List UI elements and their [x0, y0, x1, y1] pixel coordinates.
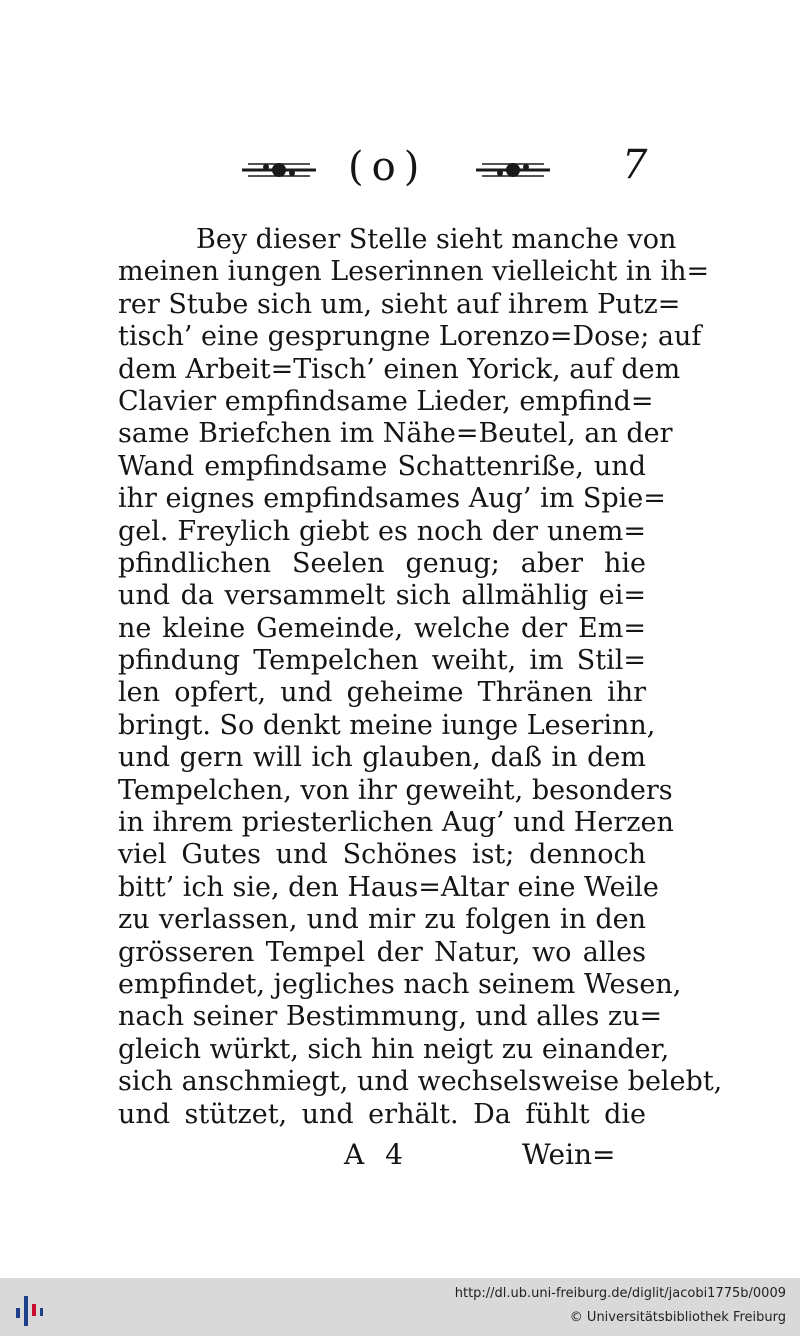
text-line: und stützet, und erhält. Da fühlt die — [118, 1098, 646, 1130]
text-line: grösseren Tempel der Natur, wo alles — [118, 936, 646, 968]
text-line: nach seiner Bestimmung, und alles zu= — [118, 1001, 663, 1033]
text-line: Bey dieser Stelle sieht manche von — [196, 224, 677, 255]
copyright-notice: © Universitätsbibliothek Freiburg — [569, 1310, 786, 1325]
text-line: ne kleine Gemeinde, welche der Em= — [118, 612, 646, 644]
signature-mark: A 4 — [344, 1138, 409, 1171]
catchword: Wein= — [522, 1138, 616, 1171]
ornament-left-icon — [238, 158, 320, 182]
text-line: ihr eignes empfindsames Aug’ im Spie= — [118, 483, 666, 515]
text-line: und gern will ich glauben, daß in dem — [118, 742, 646, 774]
text-line: und da versammelt sich allmählig ei= — [118, 580, 646, 612]
text-line: pfindung Tempelchen weiht, im Stil= — [118, 645, 646, 677]
header-mark: (o) — [348, 144, 428, 190]
library-logo-icon[interactable] — [14, 1288, 44, 1328]
permalink-url[interactable]: http://dl.ub.uni-freiburg.de/diglit/jacobi1775b/0009 — [454, 1286, 786, 1301]
page-footer — [118, 1138, 646, 1178]
text-line: gleich würkt, sich hin neigt zu einander, — [118, 1033, 670, 1065]
text-line: bitt’ ich sie, den Haus=Altar eine Weile — [118, 871, 659, 903]
text-line: Clavier empfindsame Lieder, empfind= — [118, 385, 654, 417]
ornament-right-icon — [472, 158, 554, 182]
page-number: 7 — [622, 142, 648, 188]
text-line: Tempelchen, von ihr geweiht, besonders — [118, 774, 673, 806]
text-line: dem Arbeit=Tisch’ einen Yorick, auf dem — [118, 353, 681, 385]
text-line: same Briefchen im Nähe=Beutel, an der — [118, 418, 673, 450]
text-line: bringt. So denkt meine iunge Leserinn, — [118, 709, 656, 741]
text-line: pfindlichen Seelen genug; aber hie — [118, 547, 646, 579]
text-line: zu verlassen, und mir zu folgen in den — [118, 904, 646, 936]
text-line: Wand empfindsame Schattenriße, und — [118, 450, 646, 482]
text-line: len opfert, und geheime Thränen ihr — [118, 677, 646, 709]
page-header — [230, 140, 660, 200]
text-line: tisch’ eine gesprungne Lorenzo=Dose; auf — [118, 321, 702, 353]
text-line: in ihrem priesterlichen Aug’ und Herzen — [118, 807, 674, 839]
text-line: sich anschmiegt, und wechselsweise belebt, — [118, 1066, 723, 1098]
text-line: gel. Freylich giebt es noch der unem= — [118, 515, 646, 547]
text-line: empfindet, jegliches nach seinem Wesen, — [118, 968, 682, 1000]
text-line: viel Gutes und Schönes ist; dennoch — [118, 839, 646, 871]
viewer-bottom-bar — [0, 1278, 800, 1336]
body-text — [118, 224, 723, 1131]
text-line: rer Stube sich um, sieht auf ihrem Putz= — [118, 288, 681, 320]
text-line: meinen iungen Leserinnen vielleicht in ih= — [118, 256, 710, 288]
